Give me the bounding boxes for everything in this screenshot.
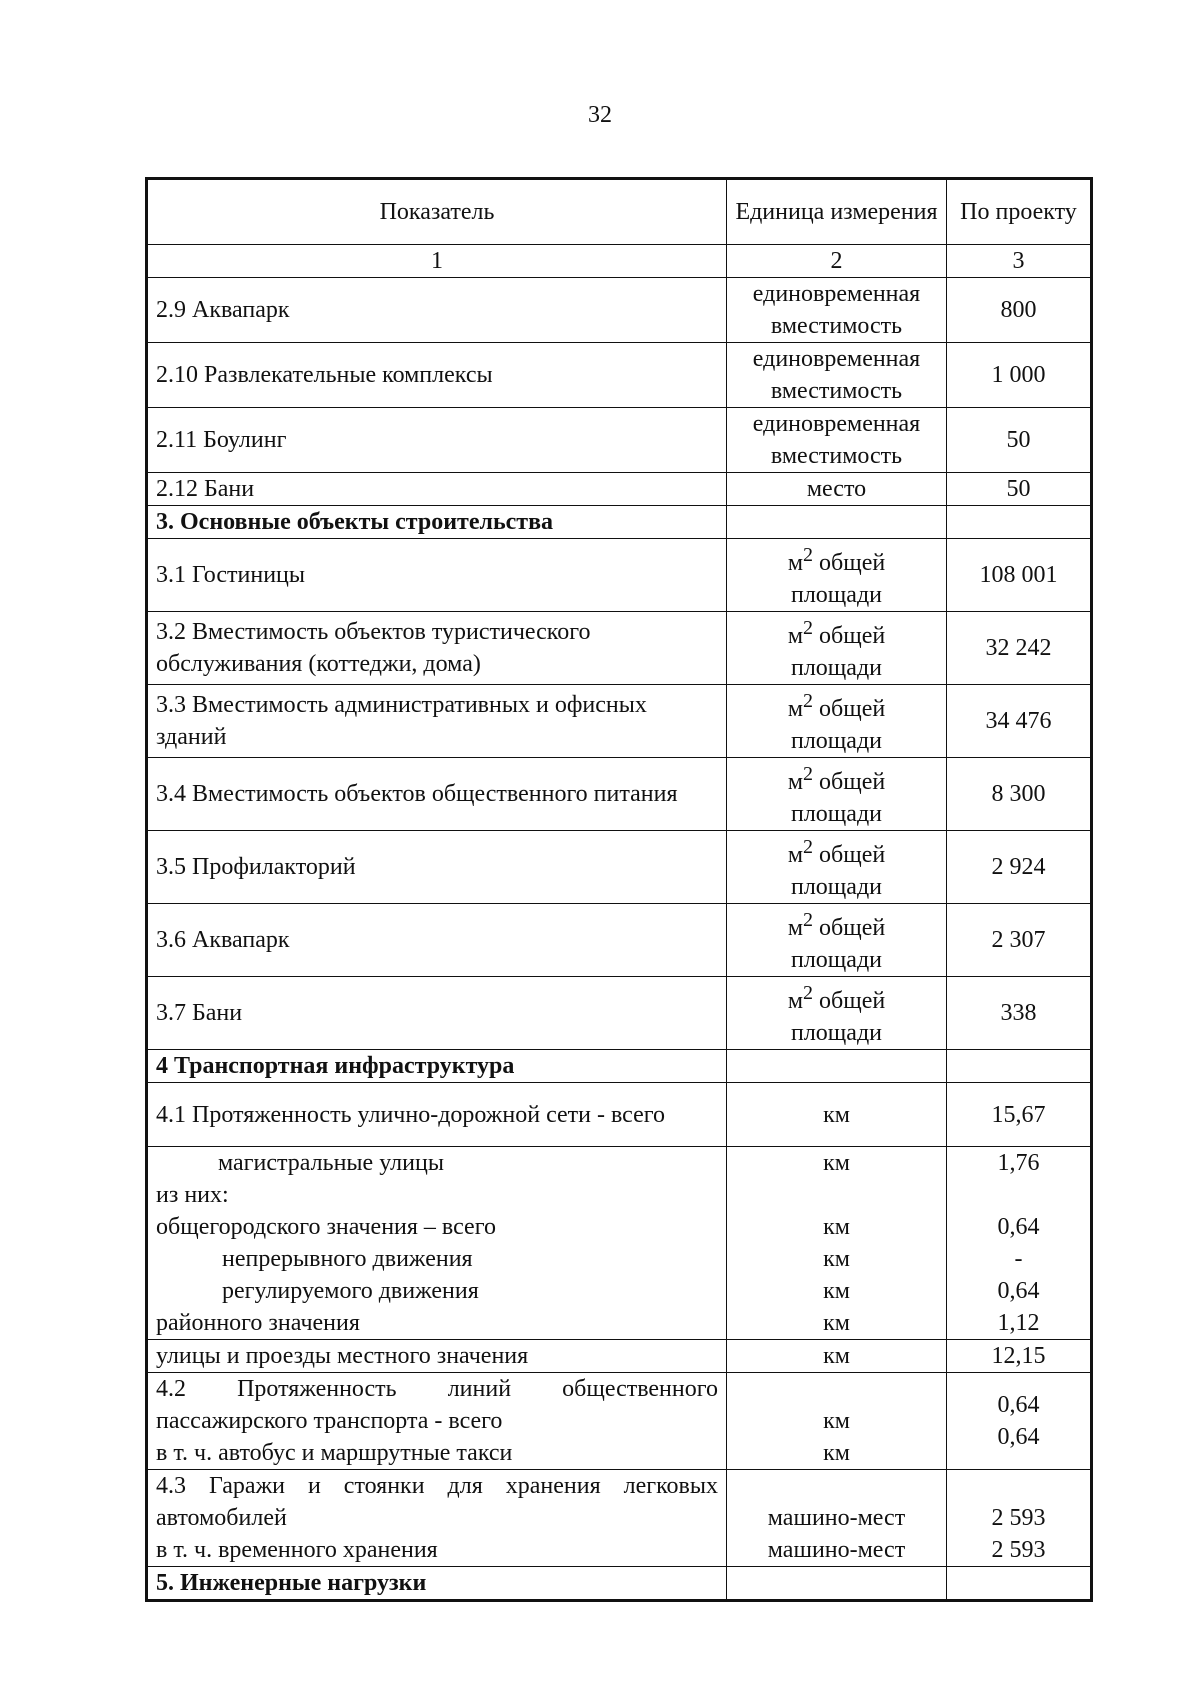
row-unit xyxy=(727,758,947,831)
citywide-label: общегородского значения – всего xyxy=(156,1214,496,1240)
row-unit xyxy=(727,685,947,758)
section-row xyxy=(147,506,1092,539)
area-unit-m: м xyxy=(787,842,803,868)
area-unit-line1: общей xyxy=(819,988,886,1014)
main-streets-value: 1,76 xyxy=(997,1150,1040,1176)
row-label-group xyxy=(147,1147,727,1340)
row-unit: единовременная вместимость xyxy=(727,278,947,343)
row-value: 50 xyxy=(947,408,1092,473)
table-row xyxy=(147,904,1092,977)
regulated-label: регулируемого движения xyxy=(222,1278,479,1304)
table-row-parking xyxy=(147,1470,1092,1567)
table-row xyxy=(147,831,1092,904)
area-unit-line1: общей xyxy=(819,623,886,649)
area-unit-sup: 2 xyxy=(803,763,813,785)
area-unit-m: м xyxy=(787,623,803,649)
row-label: улицы и проезды местного значения xyxy=(147,1340,727,1373)
row-label: 3.3 Вместимость административных и офисных зданий xyxy=(147,685,727,758)
unit-km: км xyxy=(823,1246,850,1272)
row-unit xyxy=(727,539,947,612)
area-unit-line2: площади xyxy=(790,874,882,900)
section-title: 5. Инженерные нагрузки xyxy=(147,1567,727,1601)
row-unit-group xyxy=(727,1373,947,1470)
row-unit-group xyxy=(727,1147,947,1340)
table-row xyxy=(147,1083,1092,1147)
empty-cell xyxy=(947,506,1092,539)
row-unit: км xyxy=(727,1340,947,1373)
area-unit-m: м xyxy=(787,550,803,576)
row-label: 2.11 Боулинг xyxy=(147,408,727,473)
row-label: 4.1 Протяженность улично-дорожной сети - всего xyxy=(147,1083,727,1147)
row-unit-group xyxy=(727,1470,947,1567)
area-unit-m: м xyxy=(787,988,803,1014)
indicators-table xyxy=(145,177,1093,1602)
row-label: 2.9 Аквапарк xyxy=(147,278,727,343)
table-row xyxy=(147,977,1092,1050)
area-unit-line1: общей xyxy=(819,550,886,576)
unit-km: км xyxy=(823,1214,850,1240)
empty-cell xyxy=(727,1567,947,1601)
bus-taxi-value: 0,64 xyxy=(997,1424,1040,1450)
unit-km: км xyxy=(823,1150,850,1176)
section-row xyxy=(147,1050,1092,1083)
parking-label: 4.3 Гаражи и стоянки для хранения легковых автомобилей xyxy=(156,1473,718,1531)
table-row xyxy=(147,1340,1092,1373)
area-unit-m: м xyxy=(787,696,803,722)
row-value-group xyxy=(947,1373,1092,1470)
temporary-parking-label: в т. ч. временного хранения xyxy=(156,1537,438,1563)
row-value: 2 307 xyxy=(947,904,1092,977)
area-unit-sup: 2 xyxy=(803,544,813,566)
row-value: 338 xyxy=(947,977,1092,1050)
row-unit xyxy=(727,977,947,1050)
row-label-group xyxy=(147,1470,727,1567)
area-unit-line1: общей xyxy=(819,696,886,722)
temporary-parking-value: 2 593 xyxy=(991,1537,1046,1563)
row-label: 3.6 Аквапарк xyxy=(147,904,727,977)
area-unit-line2: площади xyxy=(790,728,882,754)
row-value-group xyxy=(947,1470,1092,1567)
continuous-label: непрерывного движения xyxy=(222,1246,473,1272)
header-indicator: Показатель xyxy=(147,179,727,245)
column-number-row xyxy=(147,245,1092,278)
table-row xyxy=(147,473,1092,506)
row-unit xyxy=(727,831,947,904)
row-value: 15,67 xyxy=(947,1083,1092,1147)
area-unit-m: м xyxy=(787,915,803,941)
row-label: 3.4 Вместимость объектов общественного питания xyxy=(147,758,727,831)
row-label: 3.7 Бани xyxy=(147,977,727,1050)
section-title: 4 Транспортная инфраструктура xyxy=(147,1050,727,1083)
area-unit-m: м xyxy=(787,769,803,795)
column-number: 3 xyxy=(947,245,1092,278)
row-value: 1 000 xyxy=(947,343,1092,408)
main-streets-label: магистральные улицы xyxy=(218,1150,444,1176)
row-label: 2.12 Бани xyxy=(147,473,727,506)
row-label: 3.2 Вместимость объектов туристического обслуживания (коттеджи, дома) xyxy=(147,612,727,685)
column-number: 2 xyxy=(727,245,947,278)
row-unit: единовременная вместимость xyxy=(727,343,947,408)
row-value: 108 001 xyxy=(947,539,1092,612)
row-unit xyxy=(727,612,947,685)
row-unit: место xyxy=(727,473,947,506)
area-unit-line1: общей xyxy=(819,769,886,795)
header-unit: Единица измерения xyxy=(727,179,947,245)
column-number: 1 xyxy=(147,245,727,278)
row-value: 2 924 xyxy=(947,831,1092,904)
table-row-street-breakdown xyxy=(147,1147,1092,1340)
unit-km: км xyxy=(823,1440,850,1466)
row-value: 8 300 xyxy=(947,758,1092,831)
area-unit-line1: общей xyxy=(819,842,886,868)
row-label: 3.5 Профилакторий xyxy=(147,831,727,904)
table-row xyxy=(147,343,1092,408)
table-row xyxy=(147,758,1092,831)
row-value: 800 xyxy=(947,278,1092,343)
area-unit-sup: 2 xyxy=(803,690,813,712)
table-row xyxy=(147,539,1092,612)
unit-parking: машино-мест xyxy=(767,1505,906,1531)
area-unit-sup: 2 xyxy=(803,617,813,639)
table-row xyxy=(147,612,1092,685)
public-transport-label: 4.2 Протяженность линий общественного пассажирского транспорта - всего xyxy=(156,1376,718,1434)
parking-value: 2 593 xyxy=(991,1505,1046,1531)
unit-km: км xyxy=(823,1278,850,1304)
row-label: 3.1 Гостиницы xyxy=(147,539,727,612)
table-row xyxy=(147,278,1092,343)
regulated-value: 0,64 xyxy=(997,1278,1040,1304)
row-unit xyxy=(727,904,947,977)
row-label-group xyxy=(147,1373,727,1470)
citywide-value: 0,64 xyxy=(997,1214,1040,1240)
empty-cell xyxy=(727,1050,947,1083)
empty-cell xyxy=(727,506,947,539)
row-label: 2.10 Развлекательные комплексы xyxy=(147,343,727,408)
row-unit: единовременная вместимость xyxy=(727,408,947,473)
area-unit-line2: площади xyxy=(790,655,882,681)
area-unit-sup: 2 xyxy=(803,836,813,858)
district-label: районного значения xyxy=(156,1310,360,1336)
header-project: По проекту xyxy=(947,179,1092,245)
area-unit-sup: 2 xyxy=(803,982,813,1004)
unit-parking: машино-мест xyxy=(767,1537,906,1563)
table-row-public-transport xyxy=(147,1373,1092,1470)
section-row xyxy=(147,1567,1092,1601)
value-empty xyxy=(955,1179,1082,1211)
unit-empty xyxy=(735,1373,938,1405)
of-them-label: из них: xyxy=(156,1182,229,1208)
value-empty xyxy=(955,1373,1082,1389)
district-value: 1,12 xyxy=(997,1310,1040,1336)
row-value: 12,15 xyxy=(947,1340,1092,1373)
page-number: 32 xyxy=(588,102,612,128)
row-value: 50 xyxy=(947,473,1092,506)
unit-km: км xyxy=(823,1408,850,1434)
unit-empty xyxy=(735,1179,938,1211)
section-title: 3. Основные объекты строительства xyxy=(147,506,727,539)
unit-km: км xyxy=(823,1310,850,1336)
row-value: 32 242 xyxy=(947,612,1092,685)
area-unit-line2: площади xyxy=(790,582,882,608)
table-header-row xyxy=(147,179,1092,245)
area-unit-sup: 2 xyxy=(803,909,813,931)
row-value: 34 476 xyxy=(947,685,1092,758)
table-row xyxy=(147,685,1092,758)
area-unit-line1: общей xyxy=(819,915,886,941)
empty-cell xyxy=(947,1050,1092,1083)
continuous-value: - xyxy=(1014,1246,1023,1272)
value-empty xyxy=(955,1470,1082,1502)
row-value-group xyxy=(947,1147,1092,1340)
row-unit: км xyxy=(727,1083,947,1147)
bus-taxi-label: в т. ч. автобус и маршрутные такси xyxy=(156,1440,513,1466)
public-transport-value: 0,64 xyxy=(997,1392,1040,1418)
unit-empty xyxy=(735,1470,938,1502)
area-unit-line2: площади xyxy=(790,947,882,973)
area-unit-line2: площади xyxy=(790,1020,882,1046)
table-row xyxy=(147,408,1092,473)
empty-cell xyxy=(947,1567,1092,1601)
area-unit-line2: площади xyxy=(790,801,882,827)
